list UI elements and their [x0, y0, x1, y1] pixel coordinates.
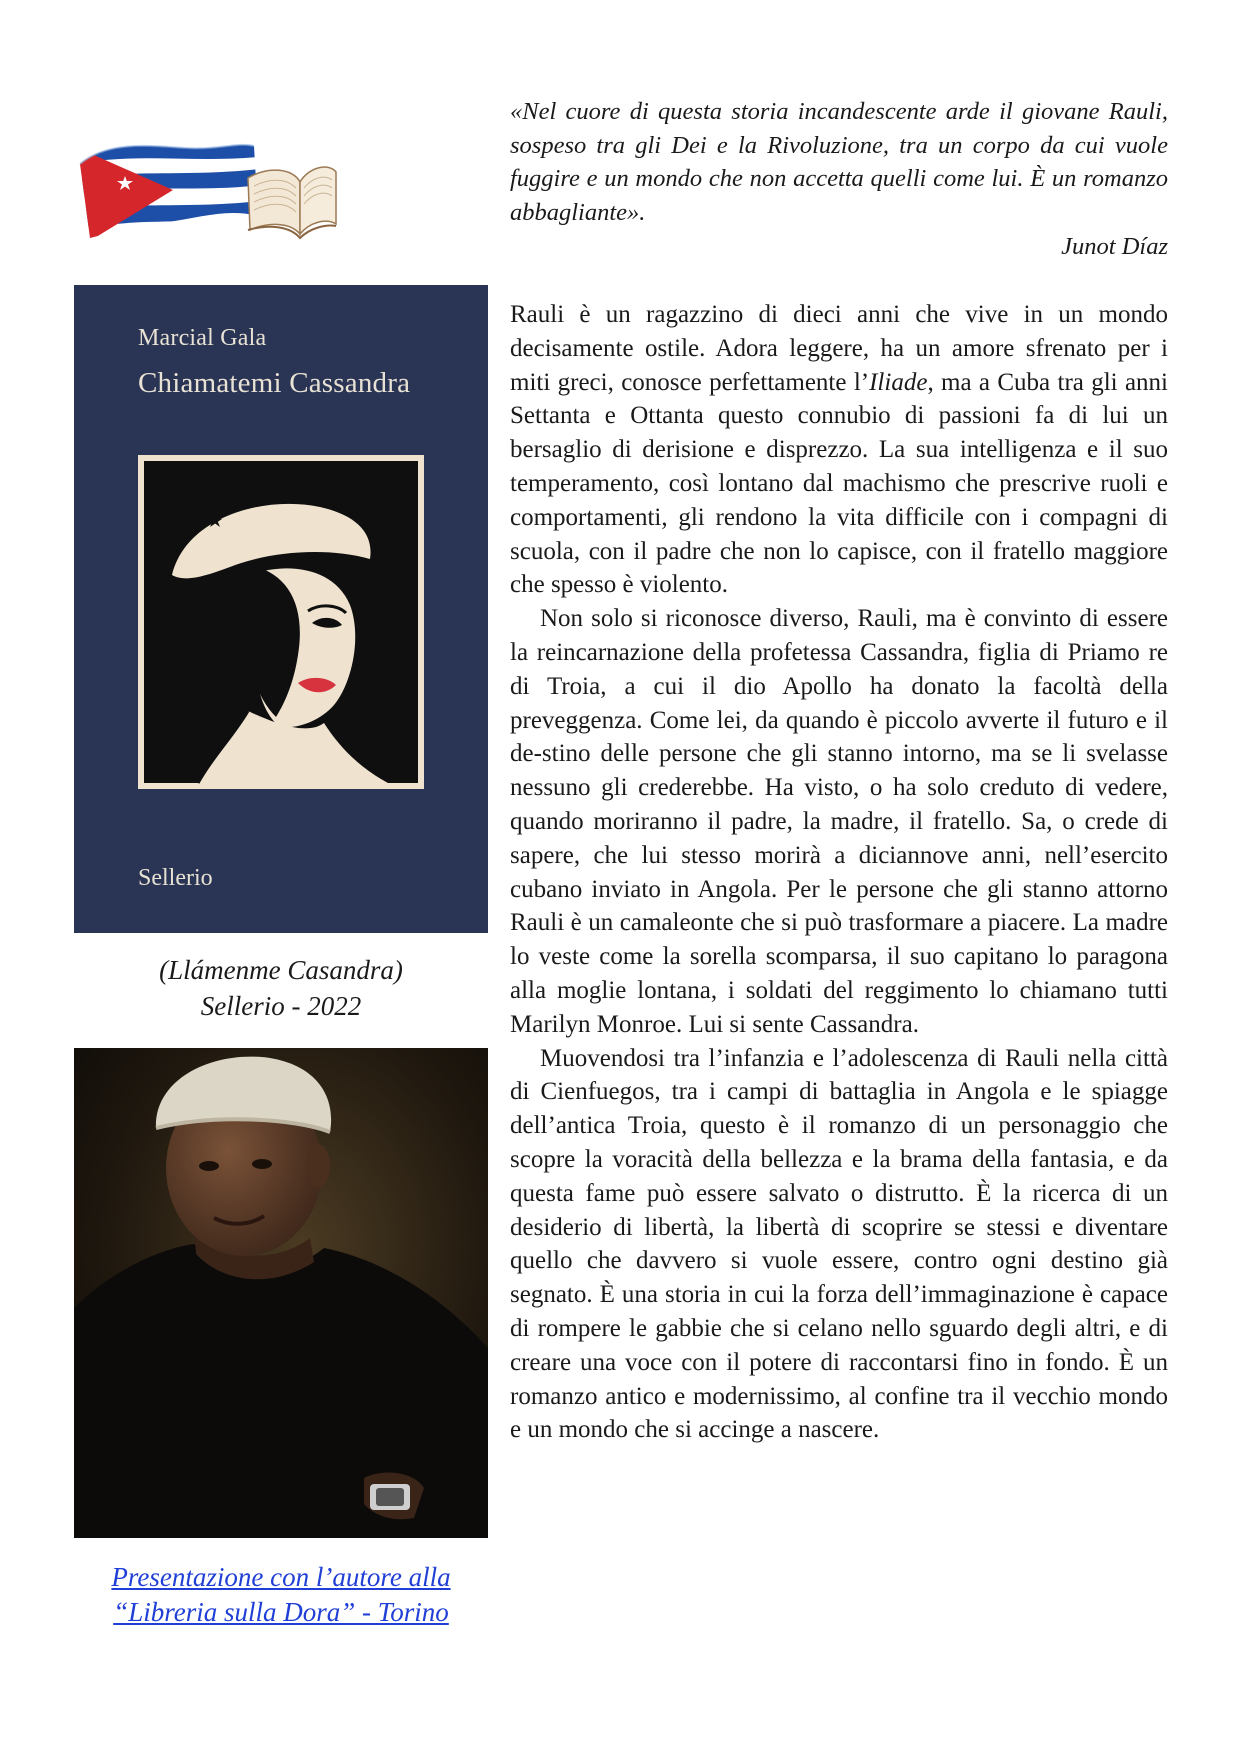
- edition: Sellerio - 2022: [200, 991, 362, 1021]
- synopsis: [510, 298, 1168, 1447]
- cover-publisher: Sellerio: [138, 865, 213, 891]
- book-caption: [74, 952, 488, 1024]
- synopsis-paragraph-1: [510, 298, 1168, 602]
- epigraph-quote: «Nel cuore di questa storia incandescente arde il giovane Rauli, sospeso tra gli Dei e la Rivoluzione, tra un corpo da cui vuole fuggire e un mondo che non accetta quelli come lui. È un romanzo abbagliante».: [510, 98, 1168, 226]
- original-title: (Llámenme Casandra): [159, 955, 403, 985]
- iliade-title: Iliade: [869, 368, 928, 396]
- synopsis-paragraph-3: Muovendosi tra l’infanzia e l’adolescenza di Rauli nella città di Cienfuegos, tra i campi di battaglia in Angola e le spiagge dell’antica Troia, questo è il romanzo di un personaggio che scopre la voracità della bellezza e la brama della fantasia, e da questa fame può essere salvato o distrutto. È la ricerca di un desiderio di libertà, la libertà di scoprire se stessi e diventare quello che davvero si vuole essere, contro ogni destino già segnato. È una storia in cui la forza dell’immaginazione è capace di rompere le gabbie che si celano nello sguardo degli altri, e di creare una voce con il potere di raccontarsi fino in fondo. È un romanzo antico e modernissimo, al confine tra il vecchio mondo e un mondo che si accinge a nascere.: [510, 1044, 1168, 1444]
- book-cover: [74, 285, 488, 933]
- synopsis-paragraph-2: Non solo si riconosce diverso, Rauli, ma è convinto di essere la reincarnazione della profetessa Cassandra, figlia di Priamo re di Troia, a cui il dio Apollo ha donato la facoltà della preveggenza. Come lei, da quando è piccolo avverte il futuro e il de-stino delle persone che gli stanno intorno, ma se li svelasse nessuno gli crederebbe. Ha visto, o ha solo creduto di vedere, quando moriranno il padre, la madre, il fratello. Sa, o crede di sapere, che lui stesso morirà a diciannove anni, nell’esercito cubano inviato in Angola. Per le persone che gli stanno attorno Rauli è un camaleonte che si può trasformare a piacere. La madre lo veste come la sorella scomparsa, il suo capitano lo paragona alla moglie lontana, i soldati del reggimento lo chiamano tutti Marilyn Monroe. Lui si sente Cassandra.: [510, 605, 1168, 1038]
- author-portrait-photo: [74, 1048, 488, 1538]
- synopsis-p1-part-b: , ma a Cuba tra gli anni Settanta e Ottanta questo connubio di passioni fa di lui un bersaglio di derisione e disprezzo. La sua intelligenza e il suo temperamento, così lontano dal machismo che prescrive ruoli e comportamenti, gli rendono la vita difficile con i compagni di scuola, con il padre che non lo capisce, con il fratello maggiore che spesso è violento.: [510, 368, 1168, 599]
- synopsis-p1-part-a: Rauli è un ragazzino di dieci anni che vive in un mondo decisamente ostile. Adora leggere, ha un amore sfrenato per i miti greci, conosce perfettamente l’: [510, 301, 1168, 396]
- cuban-flag-and-open-book-icon: [78, 138, 340, 242]
- woman-in-cap-illustration: [138, 455, 424, 789]
- presentation-link-line2[interactable]: “Libreria sulla Dora” - Torino: [113, 1597, 449, 1627]
- presentation-link[interactable]: [74, 1560, 488, 1630]
- presentation-link-line1[interactable]: Presentazione con l’autore alla: [111, 1562, 451, 1592]
- cover-title: Chiamatemi Cassandra: [138, 367, 411, 399]
- epigraph-author: Junot Díaz: [1061, 233, 1168, 260]
- cover-author: Marcial Gala: [138, 325, 267, 351]
